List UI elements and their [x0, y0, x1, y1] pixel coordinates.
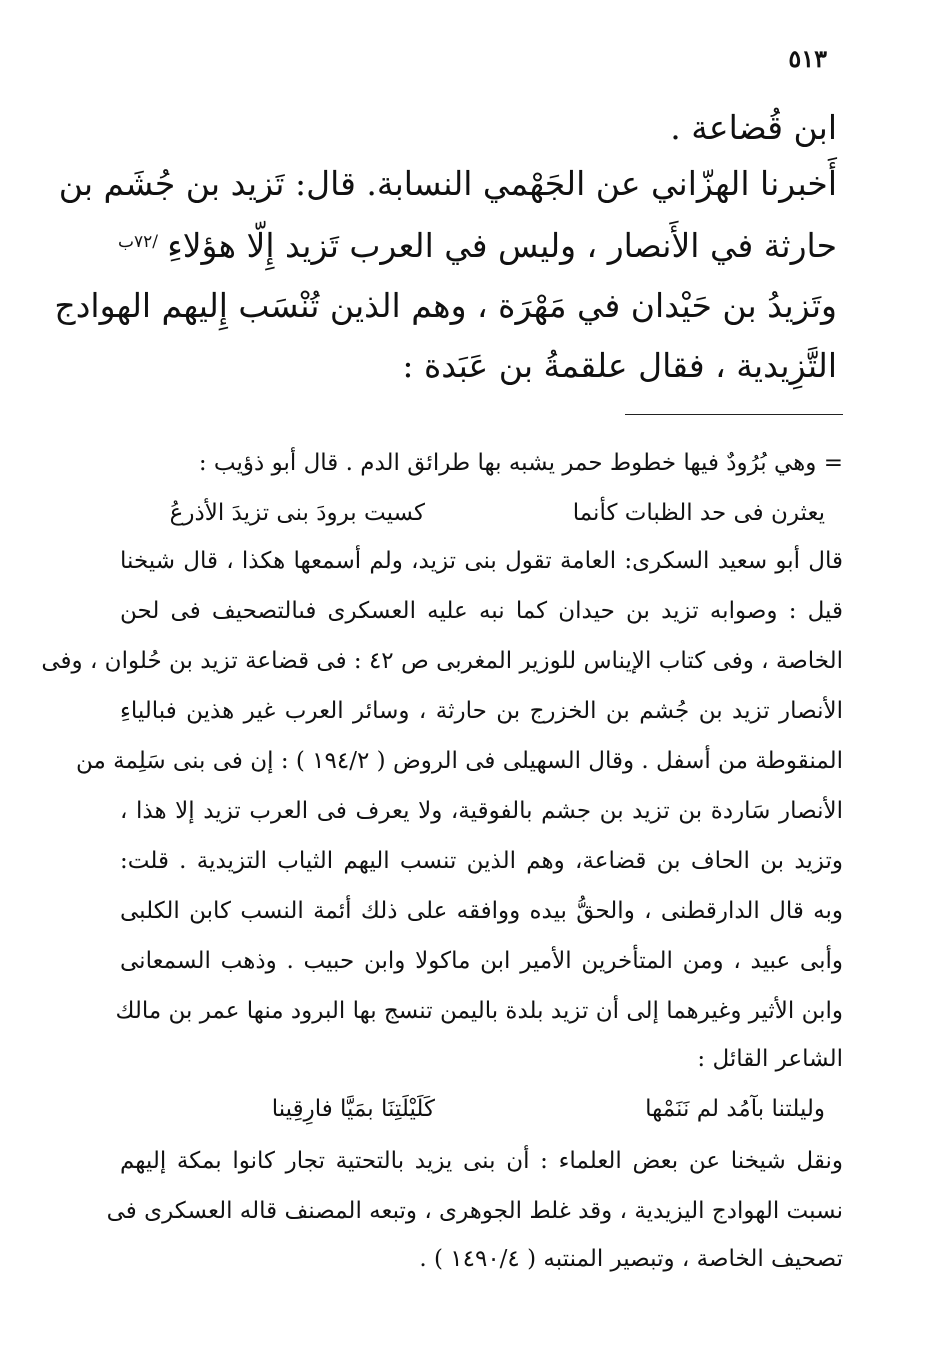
footnote-line: الخاصة ، وفى كتاب الإيناس للوزير المغربى ص ٤٢ : فى قضاعة تزيد بن حُلوان ، وفى	[41, 648, 843, 674]
verse-hemistich-second: كَلَيْلَتِنَا بمَيَّا فارِقِينا	[271, 1096, 435, 1122]
footnote-line: وابن الأثير وغيرهما إلى أن تزيد بلدة باليمن تنسج بها البرود منها عمر بن مالك	[115, 998, 843, 1024]
verse-hemistich-first: يعثرن فى حد الظبات كأنما	[572, 500, 825, 526]
footnote-line: الشاعر القائل :	[697, 1046, 843, 1072]
footnote-separator	[625, 414, 843, 415]
footnote-line: المنقوطة من أسفل . وقال السهيلى فى الروض ( ١٩٤/٢ ) : إن فى بنى سَلِمة من	[75, 748, 843, 774]
footnote-line: ونقل شيخنا عن بعض العلماء : أن بنى يزيد بالتحتية تجار كانوا بمكة إليهم	[120, 1148, 843, 1174]
footnote-line: نسبت الهوادج اليزيدية ، وقد غلط الجوهرى ، وتبعه المصنف قاله العسكرى فى	[106, 1198, 843, 1224]
footnote-line: الأنصار تزيد بن جُشم بن الخزرج بن حارثة ، وسائر العرب غير هذين فبالياءِ	[120, 698, 843, 724]
main-text-line: حارثة في الأَنصار ، وليس في العرب تَزيد إِلّا هؤلاءِ	[167, 226, 837, 265]
footnote-line: وأبى عبيد ، ومن المتأخرين الأمير ابن ماكولا وابن حبيب . وذهب السمعانى	[120, 948, 843, 974]
footnote-line: = وهي بُرُودٌ فيها خطوط حمر يشبه بها طرائق الدم . قال أبو ذؤيب :	[198, 450, 843, 476]
margin-folio-marker: /٧٢ب	[118, 232, 159, 252]
footnote-line: الأنصار سَاردة بن تزيد بن جشم بالفوقية، ولا يعرف فى العرب تزيد إلا هذا ،	[120, 798, 843, 824]
main-text-line: وتَزيدُ بن حَيْدان في مَهْرَة ، وهم الذين تُنْسَب إِليهم الهوادج	[54, 286, 837, 325]
footnote-line: قيل : وصوابه تزيد بن حيدان كما نبه عليه العسكرى فىالتصحيف فى لحن	[120, 598, 843, 624]
footnote-line: قال أبو سعيد السكرى: العامة تقول بنى تزيد، ولم أسمعها هكذا ، قال شيخنا	[120, 548, 843, 574]
verse-hemistich-second: كسيت برودَ بنى تزيدَ الأذرعُ	[169, 500, 425, 526]
footnote-line: وبه قال الدارقطنى ، والحقُّ بيده ووافقه على ذلك أئمة النسب كابن الكلبى	[120, 898, 843, 924]
footnote-line: تصحيف الخاصة ، وتبصير المنتبه ( ١٤٩٠/٤ ) .	[419, 1246, 843, 1272]
main-text-line: التَّزِيدية ، فقال علقمةُ بن عَبَدة :	[402, 346, 837, 385]
main-text-line: ابن قُضاعة .	[670, 108, 837, 147]
footnote-line: وتزيد بن الحاف بن قضاعة، وهم الذين تنسب اليهم الثياب التزيدية . قلت:	[120, 848, 843, 874]
main-text-line: أَخبرنا الهزّاني عن الجَهْمي النسابة. قال: تَزيد بن جُشَم بن	[58, 164, 837, 203]
verse-hemistich-first: وليلتنا بآمُد لم نَنَمْها	[645, 1096, 825, 1122]
page-number: ٥١٣	[788, 44, 827, 73]
